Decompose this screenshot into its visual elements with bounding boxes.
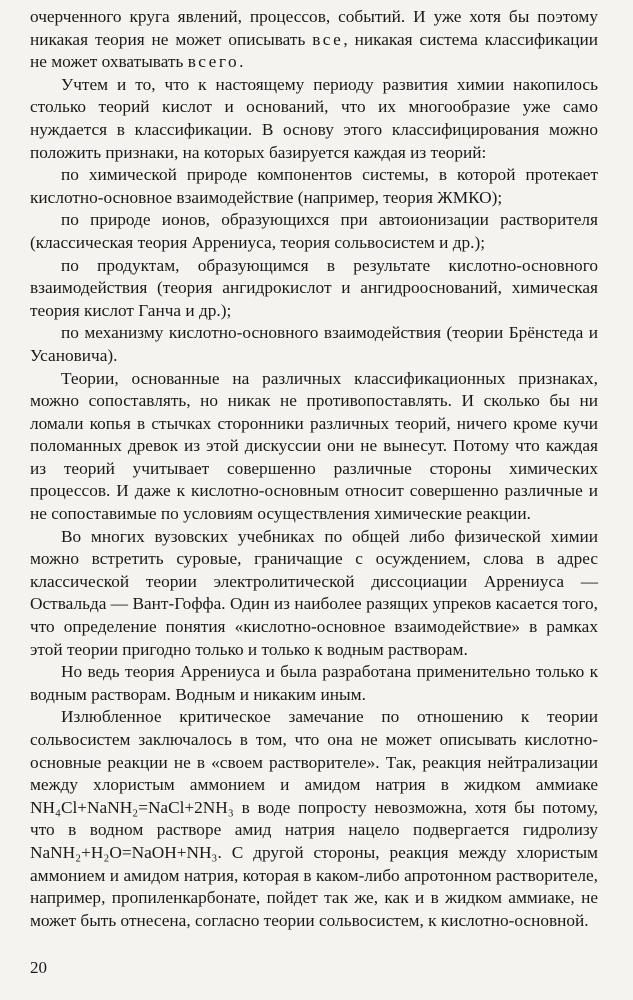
chemical-equation: NH₄Cl+NaNH₂=NaCl+2NH₃: [30, 797, 234, 817]
paragraph-4: по природе ионов, образующихся при автоионизации растворителя (классическая теория Аррениуса, теория сольвосистем и др.);: [30, 210, 598, 252]
text-run: очерченного круга явлений, процессов, событий. И уже хотя бы поэтому никакая теория не может описывать: [30, 7, 598, 49]
paragraph-7: Теории, основанные на различных классификационных признаках, можно сопоставлять, но никак не противопоставлять. И сколько бы ни ломали копья в стычках сторонники различных теорий, ничего кроме кучи поломанных древок из этой дискуссии они не вынесут. Потому что каждая из теорий учитывает совершенно различные стороны химических процессов. И даже к кислотно-основным относит совершенно различные и не сопоставимые по условиям осуществления химические реакции.: [30, 368, 598, 524]
paragraph-9: Но ведь теория Аррениуса и была разработана применительно только к водным растворам. Водным и никаким иным.: [30, 662, 598, 704]
emphasis-text: все: [312, 29, 344, 49]
page-number: 20: [30, 958, 47, 977]
paragraph-10: [30, 706, 598, 932]
paragraph-8: Во многих вузовских учебниках по общей либо физической химии можно встретить суровые, граничащие с осуждением, слова в адрес классической теории электролитической диссоциации Аррениуса — Оствальда — Вант-Гоффа. Один из наиболее разящих упреков касается того, что определение понятия «кислотно-основное взаимодействие» в рамках этой теории пригодно только и только к водным растворам.: [30, 526, 598, 659]
text-run: в воде попросту невозможна, хотя бы потому, что в водном растворе амид натрия нацело подвергается гидролизу: [30, 797, 598, 840]
chemical-equation: NaNH₂+H₂O=NaOH+NH₃: [30, 842, 218, 862]
paragraph-6: по механизму кислотно-основного взаимодействия (теории Брёнстеда и Усановича).: [30, 323, 598, 365]
text-run: Излюбленное критическое замечание по отношению к теории сольвосистем заключалось в том, что она не может описывать кислотно-основные реакции не в «своем растворителе». Так, реакция нейтрализации между хлористым аммонием и амидом натрия в жидком аммиаке: [30, 707, 598, 795]
page-text: [30, 6, 598, 932]
paragraph-2: Учтем и то, что к настоящему периоду развития химии накопилось столько теорий кислот и оснований, что их многообразие уже само нуждается в классификации. В основу этого классифицирования можно положить признаки, на которых базируется каждая из теорий:: [30, 74, 598, 162]
text-run: , никакая система классификации не может охватывать: [30, 29, 598, 72]
paragraph-1: [30, 6, 598, 74]
text-run: .: [239, 52, 244, 72]
paragraph-5: по продуктам, образующимся в результате кислотно-основного взаимодействия (теория ангидрокислот и ангидрооснований, химическая теория кислот Ганча и др.);: [30, 255, 598, 320]
paragraph-3: по химической природе компонентов системы, в которой протекает кислотно-основное взаимодействие (например, теория ЖМКО);: [30, 165, 598, 207]
text-run: . С другой стороны, реакция между хлористым аммонием и амидом натрия, которая в каком-либо апротонном растворителе, например, пропиленкарбонате, пойдет так же, как и в жидком аммиаке, не может быть отнесена, согласно теории сольвосистем, к кислотно-основной.: [30, 842, 598, 930]
emphasis-text: всего: [187, 52, 240, 72]
